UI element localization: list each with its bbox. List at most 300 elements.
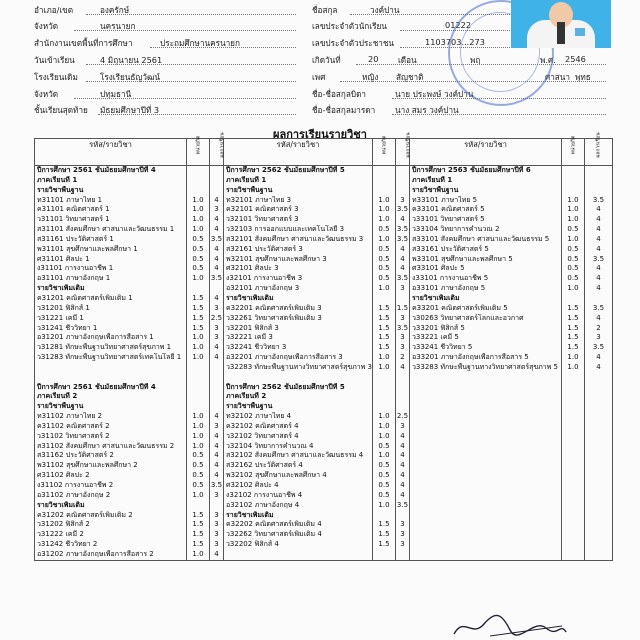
subject-row [226, 373, 372, 383]
grade-value: 3 [400, 530, 405, 539]
subject-row: พ33101 สุขศึกษาและพลศึกษา 5 [412, 254, 513, 263]
grade-value: 3.5 [592, 343, 605, 352]
credit-value: 0.5 [567, 264, 579, 273]
credit-value [373, 373, 395, 383]
last-grade-value: มัธยมศึกษาปีที่ 3 [100, 105, 160, 115]
province-label: จังหวัด [34, 21, 59, 31]
grade-value: 1.5 [396, 303, 409, 312]
grade-value: 3.5 [396, 274, 409, 283]
grade-value [585, 294, 612, 304]
subject-row: ท32101 ภาษาไทย 3 [226, 195, 292, 204]
subject-row [37, 363, 186, 373]
subject-row: อ33201 ภาษาอังกฤษเพื่อการสื่อสาร 5 [412, 353, 529, 362]
section-heading: รายวิชาเพิ่มเติม [412, 293, 460, 302]
grade-value: 2 [400, 353, 405, 362]
grade-value: 4 [400, 451, 405, 460]
grade-value [396, 186, 409, 196]
section-heading: ภาคเรียนที่ 2 [226, 392, 267, 401]
grade-value [396, 294, 409, 304]
subject-row: อ31102 ภาษาอังกฤษ 2 [37, 490, 111, 499]
subject-row: ส32162 ประวัติศาสตร์ 4 [226, 461, 303, 470]
subject-row: พ31101 สุขศึกษาและพลศึกษา 1 [37, 244, 138, 253]
grade-value: 4 [214, 441, 219, 450]
subject-row: อ32101 ภาษาอังกฤษ 3 [226, 284, 300, 293]
grade-value: 4 [400, 471, 405, 480]
signature [450, 612, 570, 640]
subject-row: ว33241 ชีววิทยา 5 [412, 343, 473, 352]
section-heading: รายวิชาพื้นฐาน [226, 402, 273, 411]
grade-value: 4 [400, 461, 405, 470]
student-photo [511, 0, 611, 48]
credit-value: 0.5 [192, 461, 204, 470]
national-id-value: 1103703...273 [425, 37, 485, 47]
credit-value: 1.5 [567, 323, 579, 332]
credit-value: 0.5 [567, 274, 579, 283]
subject-row: ส32161 ประวัติศาสตร์ 3 [226, 244, 303, 253]
prev-province-value: ปทุมธานี [100, 89, 132, 99]
col1-credit-header: หน่วยกิต [187, 139, 210, 166]
grade-value: 4 [214, 293, 219, 302]
subject-row: ท32102 ภาษาไทย 4 [226, 412, 292, 421]
grade-value: 4 [214, 195, 219, 204]
subject-row: ว30263 วิทยาศาสตร์โลกและอวกาศ [412, 313, 524, 322]
subject-row: ศ31101 ศิลปะ 1 [37, 254, 90, 263]
credit-value [373, 176, 395, 186]
section-heading: รายวิชาพื้นฐาน [412, 185, 459, 194]
subject-row: ว31222 เคมี 2 [37, 530, 84, 539]
credit-value: 0.5 [192, 264, 204, 273]
credit-value [373, 511, 395, 521]
subject-row: ว31281 ทักษะพื้นฐานวิทยาศาสตร์สุขภาพ 1 [37, 343, 172, 352]
grade-value [396, 373, 409, 383]
credit-value: 1.5 [378, 303, 390, 312]
credit-value: 1.0 [567, 353, 579, 362]
section-heading: รายวิชาพื้นฐาน [37, 185, 84, 194]
section-heading: รายวิชาเพิ่มเติม [226, 510, 274, 519]
credit-value: 1.0 [378, 412, 390, 421]
credit-value: 1.0 [567, 195, 579, 204]
credit-value: 1.0 [192, 441, 204, 450]
grade-value: 3 [214, 303, 219, 312]
grade-value: 4 [596, 274, 601, 283]
subject-row: ค32102 คณิตศาสตร์ 4 [226, 421, 299, 430]
credit-value [187, 383, 209, 393]
student-id-label: เลขประจำตัวนักเรียน [312, 21, 387, 31]
credit-value: 1.5 [378, 520, 390, 529]
credit-value [187, 402, 209, 412]
credit-value: 0.5 [378, 244, 390, 253]
credit-value: 1.0 [378, 205, 390, 214]
grade-value: 3 [400, 313, 405, 322]
grade-value: 4 [214, 264, 219, 273]
credit-value: 1.5 [378, 333, 390, 342]
grade-value: 4 [400, 254, 405, 263]
grade-value: 4 [400, 244, 405, 253]
grade-value [396, 402, 409, 412]
credit-value: 1.0 [378, 421, 390, 430]
credit-value [187, 166, 209, 176]
credit-value: 1.5 [567, 343, 579, 352]
district-label: อำเภอ/เขต [34, 5, 74, 15]
col2-header: รหัส/รายวิชา [224, 139, 373, 166]
subject-row: ว31242 ชีววิทยา 2 [37, 540, 98, 549]
grade-value: 3 [214, 510, 219, 519]
section-heading: ปีการศึกษา 2562 ชั้นมัธยมศึกษาปีที่ 5 [226, 382, 345, 391]
credit-value [187, 186, 209, 196]
grade-value: 4 [214, 431, 219, 440]
credit-value [562, 186, 584, 196]
credit-value: 1.5 [192, 323, 204, 332]
subject-row: ส31101 สังคมศึกษา ศาสนาและวัฒนธรรม 1 [37, 225, 175, 234]
credit-value: 1.5 [192, 540, 204, 549]
credit-value [373, 392, 395, 402]
credit-value: 0.5 [192, 471, 204, 480]
subject-row: ส31161 ประวัติศาสตร์ 1 [37, 234, 114, 243]
credit-value: 1.0 [192, 274, 204, 283]
col1-grade-header: ผลการเรียน [210, 139, 224, 166]
subject-row: ว32104 วิทยาการคำนวณ 4 [226, 441, 314, 450]
table-body-row [35, 166, 613, 561]
grade-value [396, 383, 409, 393]
grade-value [396, 511, 409, 521]
subject-row: ว32103 การออกแบบและเทคโนโลยี 3 [226, 225, 345, 234]
credit-value: 0.5 [192, 451, 204, 460]
col3-header: รหัส/รายวิชา [410, 139, 562, 166]
grade-value: 3 [214, 540, 219, 549]
credit-value [373, 402, 395, 412]
subject-row: ว31101 วิทยาศาสตร์ 1 [37, 215, 110, 224]
credit-value: 1.5 [192, 510, 204, 519]
col3-credit-header: หน่วยกิต [562, 139, 585, 166]
credit-value: 1.0 [378, 215, 390, 224]
credit-value: 1.0 [192, 215, 204, 224]
grade-value: 4 [596, 244, 601, 253]
grade-value: 3 [400, 421, 405, 430]
sex-value: หญิง [362, 72, 379, 82]
subject-row: ว32201 ฟิสิกส์ 3 [226, 323, 279, 332]
credit-value: 1.0 [378, 234, 390, 243]
subject-row: ส31162 ประวัติศาสตร์ 2 [37, 451, 114, 460]
page-title: ผลการเรียนรายวิชา [273, 128, 367, 141]
grade-value: 4 [214, 343, 219, 352]
grade-value: 4 [214, 254, 219, 263]
credit-value: 1.0 [192, 412, 204, 421]
credit-value: 0.5 [192, 254, 204, 263]
credit-value [373, 186, 395, 196]
col1-header: รหัส/รายวิชา [35, 139, 187, 166]
credit-value: 0.5 [378, 461, 390, 470]
credit-value: 1.0 [192, 353, 204, 362]
grade-value: 4 [400, 431, 405, 440]
credit-value: 1.0 [378, 195, 390, 204]
credit-value: 1.5 [192, 293, 204, 302]
credit-value: 0.5 [567, 244, 579, 253]
subject-row: ง32101 การงานอาชีพ 3 [226, 274, 303, 283]
subject-row: ค32202 คณิตศาสตร์เพิ่มเติม 4 [226, 520, 322, 529]
subject-row: ศ32102 ศิลปะ 4 [226, 481, 279, 489]
subject-row: ค31101 คณิตศาสตร์ 1 [37, 205, 110, 214]
office-value: ประถมศึกษานครนายก [160, 38, 240, 48]
subject-row: ว31241 ชีววิทยา 1 [37, 323, 98, 332]
grade-value: 4 [400, 490, 405, 499]
subject-row: ค33201 คณิตศาสตร์เพิ่มเติม 5 [412, 303, 508, 312]
grade-value [210, 166, 223, 176]
credit-value [373, 294, 395, 304]
section-heading: ภาคเรียนที่ 2 [37, 392, 78, 401]
district-value: องครักษ์ [100, 5, 130, 15]
subject-row: ว33101 วิทยาศาสตร์ 5 [412, 215, 485, 224]
credit-value: 1.0 [567, 362, 579, 371]
credit-value: 1.5 [192, 520, 204, 529]
credit-value: 1.5 [567, 303, 579, 312]
subject-row: พ32102 สุขศึกษาและพลศึกษา 4 [226, 471, 327, 480]
credit-value: 0.5 [192, 481, 204, 489]
grade-value: 3.5 [592, 254, 605, 263]
credit-value [562, 176, 584, 186]
grade-value: 3 [214, 421, 219, 430]
grade-value: 3 [214, 490, 219, 499]
subject-row: ส32102 สังคมศึกษา ศาสนาและวัฒนธรรม 4 [226, 451, 364, 460]
section-heading: ปีการศึกษา 2561 ชั้นมัธยมศึกษาปีที่ 4 [37, 382, 156, 391]
subject-row: ค31102 คณิตศาสตร์ 2 [37, 421, 110, 430]
grade-value: 3.5 [396, 225, 409, 234]
grade-value: 4 [400, 481, 405, 489]
credit-value: 0.5 [378, 254, 390, 263]
nationality-label: สัญชาติ [396, 72, 424, 82]
grade-value: 3 [400, 284, 405, 293]
grade-value [210, 373, 223, 383]
subject-row: ส32101 สังคมศึกษา ศาสนาและวัฒนธรรม 3 [226, 234, 364, 243]
grade-value: 4 [596, 284, 601, 293]
subject-row: ศ33101 ศิลปะ 5 [412, 264, 465, 273]
grade-value: 3 [400, 343, 405, 352]
grade-value: 3.5 [592, 195, 605, 204]
grade-value: 4 [214, 471, 219, 480]
grade-value [585, 176, 612, 186]
subject-row: อ33101 ภาษาอังกฤษ 5 [412, 284, 486, 293]
credit-value: 0.5 [378, 490, 390, 499]
subject-row: ว33201 ฟิสิกส์ 5 [412, 323, 465, 332]
grade-value: 3.5 [396, 205, 409, 214]
born-day: 20 [368, 54, 379, 64]
credit-value [187, 363, 209, 373]
subject-row: อ31101 ภาษาอังกฤษ 1 [37, 274, 111, 283]
credit-value: 1.5 [567, 333, 579, 342]
table-header-row [35, 139, 613, 166]
credit-value: 1.5 [567, 313, 579, 322]
credit-value: 1.0 [192, 205, 204, 214]
prev-school-label: โรงเรียนเดิม [34, 72, 78, 82]
grade-value: 4 [596, 264, 601, 273]
grade-value: 4 [214, 353, 219, 362]
subject-row: ค33101 คณิตศาสตร์ 5 [412, 205, 485, 214]
year-value: 2546 [565, 54, 586, 64]
section-heading: รายวิชาเพิ่มเติม [226, 293, 274, 302]
grade-value [396, 392, 409, 402]
grade-value: 4 [596, 205, 601, 214]
grade-value: 3 [214, 520, 219, 529]
subject-row: ส33161 ประวัติศาสตร์ 5 [412, 244, 489, 253]
credit-value: 0.5 [192, 244, 204, 253]
month-value: พฤ [470, 55, 481, 65]
credit-value: 1.0 [378, 500, 390, 509]
grade-value: 4 [596, 362, 601, 371]
subject-row: ศ31102 ศิลปะ 2 [37, 471, 90, 480]
col2-grade-header: ผลการเรียน [396, 139, 410, 166]
section-heading: ภาคเรียนที่ 1 [226, 175, 267, 184]
credit-value [187, 176, 209, 186]
credit-value: 1.5 [378, 343, 390, 352]
section-heading: ปีการศึกษา 2563 ชั้นมัธยมศึกษาปีที่ 6 [412, 166, 531, 174]
grade-value: 4 [596, 215, 601, 224]
subject-row: พ31102 สุขศึกษาและพลศึกษา 2 [37, 461, 138, 470]
subject-row [37, 373, 186, 383]
credit-value: 1.0 [567, 284, 579, 293]
province-value: นครนายก [100, 21, 136, 31]
section-heading: รายวิชาเพิ่มเติม [37, 500, 85, 509]
office-label: สำนักงานเขตพื้นที่การศึกษา [34, 38, 133, 48]
credit-value [562, 166, 584, 176]
grade-value: 2.5 [396, 412, 409, 421]
credit-value: 0.5 [567, 225, 579, 234]
credit-value: 0.5 [192, 234, 204, 243]
born-label: เกิดวันที่ [312, 55, 341, 65]
enroll-date-value: 4 มิถุนายน 2561 [100, 55, 163, 65]
subject-row: ง31102 การงานอาชีพ 2 [37, 481, 114, 489]
subject-row: ง33101 การงานอาชีพ 5 [412, 274, 489, 283]
credit-value: 1.0 [378, 353, 390, 362]
grade-value [396, 176, 409, 186]
credit-value: 0.5 [378, 264, 390, 273]
section-heading: ภาคเรียนที่ 1 [37, 175, 78, 184]
grade-value: 4 [596, 313, 601, 322]
father-label: ชื่อ-ชื่อสกุลบิดา [312, 89, 366, 99]
grade-value: 4 [214, 225, 219, 234]
prev-province-label: จังหวัด [34, 89, 59, 99]
grade-value: 4 [214, 244, 219, 253]
credit-value: 1.0 [378, 431, 390, 440]
subject-row: ว31201 ฟิสิกส์ 1 [37, 303, 90, 312]
credit-value: 1.5 [192, 313, 204, 322]
credit-value: 1.5 [192, 530, 204, 539]
credit-value: 1.0 [192, 343, 204, 352]
grade-value: 3 [596, 333, 601, 342]
year-label: พ.ศ. [540, 55, 556, 65]
subject-row: ว33104 วิทยาการคำนวณ 2 [412, 225, 500, 234]
subject-row: ง31101 การงานอาชีพ 1 [37, 264, 114, 273]
credit-value: 0.5 [378, 441, 390, 450]
credit-value [187, 501, 209, 511]
credit-value: 1.0 [192, 225, 204, 234]
religion-label: ศาสนา [545, 72, 570, 82]
subject-row: ส31102 สังคมศึกษา ศาสนาและวัฒนธรรม 2 [37, 441, 175, 450]
credit-value: 1.5 [378, 323, 390, 332]
religion-value: พุทธ [575, 72, 591, 82]
credit-value: 1.0 [192, 490, 204, 499]
section-heading: ปีการศึกษา 2561 ชั้นมัธยมศึกษาปีที่ 4 [37, 166, 156, 174]
grade-value: 2.5 [210, 313, 223, 322]
section-heading: ปีการศึกษา 2562 ชั้นมัธยมศึกษาปีที่ 5 [226, 166, 345, 174]
credit-value [373, 166, 395, 176]
credit-value: 0.5 [378, 471, 390, 480]
grade-value: 4 [400, 264, 405, 273]
credit-value: 0.5 [378, 274, 390, 283]
subject-row: ว31102 วิทยาศาสตร์ 2 [37, 431, 110, 440]
subject-row: ว32283 ทักษะพื้นฐานทางวิทยาศาสตร์สุขภาพ 3 [226, 362, 372, 371]
subject-row: ว32241 ชีววิทยา 3 [226, 343, 287, 352]
credit-value: 0.5 [567, 254, 579, 263]
grade-value: 3.5 [592, 303, 605, 312]
grade-value: 3.5 [210, 274, 223, 283]
credit-value: 1.0 [378, 451, 390, 460]
subject-row: ว31221 เคมี 1 [37, 313, 84, 322]
grade-value [585, 186, 612, 196]
subject-row: ว32221 เคมี 3 [226, 333, 273, 342]
subject-row: ว32101 วิทยาศาสตร์ 3 [226, 215, 299, 224]
col3-grade-header: ผลการเรียน [585, 139, 613, 166]
grade-value: 3.5 [396, 234, 409, 243]
grade-value: 3.5 [396, 323, 409, 332]
father-value: นาย ประพงษ์ วงค์ปาน [395, 89, 474, 99]
subject-row: ว32202 ฟิสิกส์ 4 [226, 540, 279, 549]
subject-row: ค31202 คณิตศาสตร์เพิ่มเติม 2 [37, 510, 133, 519]
subject-row: อ32102 ภาษาอังกฤษ 4 [226, 500, 300, 509]
grade-value: 4 [214, 215, 219, 224]
subject-row: ว31283 ทักษะพื้นฐานวิทยาศาสตร์เทคโนโลยี 1 [37, 353, 182, 362]
credit-value [187, 284, 209, 294]
grade-value [396, 166, 409, 176]
subject-row: ค32201 คณิตศาสตร์เพิ่มเติม 3 [226, 303, 322, 312]
subject-row: ท31101 ภาษาไทย 1 [37, 195, 103, 204]
subject-row: ส33101 สังคมศึกษา ศาสนาและวัฒนธรรม 5 [412, 234, 550, 243]
subject-row: ว32262 วิทยาศาสตร์เพิ่มเติม 4 [226, 530, 322, 539]
subject-row: ท33101 ภาษาไทย 5 [412, 195, 478, 204]
grade-value: 4 [214, 461, 219, 470]
subject-row: อ32201 ภาษาอังกฤษเพื่อการสื่อสาร 3 [226, 353, 343, 362]
subject-row: ว32261 วิทยาศาสตร์เพิ่มเติม 3 [226, 313, 322, 322]
credit-value: 1.5 [378, 540, 390, 549]
subject-row: ง32102 การงานอาชีพ 4 [226, 490, 303, 499]
subject-row: ว31202 ฟิสิกส์ 2 [37, 520, 90, 529]
subject-row: ท31102 ภาษาไทย 2 [37, 412, 103, 421]
credit-value: 1.0 [192, 549, 204, 558]
subject-row: อ31201 ภาษาอังกฤษเพื่อการสื่อสาร 1 [37, 333, 154, 342]
credit-value: 1.5 [378, 313, 390, 322]
student-id-value: 01222 [445, 20, 472, 30]
subject-row: ว33221 เคมี 5 [412, 333, 459, 342]
grade-value [210, 501, 223, 511]
grade-value: 3 [400, 540, 405, 549]
grade-value [210, 402, 223, 412]
grade-value: 4 [214, 451, 219, 460]
grade-value: 3 [214, 333, 219, 342]
grade-value: 4 [596, 353, 601, 362]
section-heading: รายวิชาเพิ่มเติม [37, 284, 85, 293]
national-id-label: เลขประจำตัวประชาชน [312, 38, 395, 48]
grade-value [210, 392, 223, 402]
section-heading: รายวิชาพื้นฐาน [37, 402, 84, 411]
prev-school-value: โรงเรียนธัญวัฒน์ [100, 72, 160, 82]
grade-value: 3.5 [210, 234, 223, 243]
grade-value [210, 284, 223, 294]
grade-value: 4 [400, 441, 405, 450]
grade-value: 3 [214, 530, 219, 539]
grade-value: 4 [596, 225, 601, 234]
credit-value: 1.0 [567, 205, 579, 214]
credit-value: 1.0 [192, 431, 204, 440]
month-label: เดือน [398, 55, 417, 65]
credit-value [187, 373, 209, 383]
